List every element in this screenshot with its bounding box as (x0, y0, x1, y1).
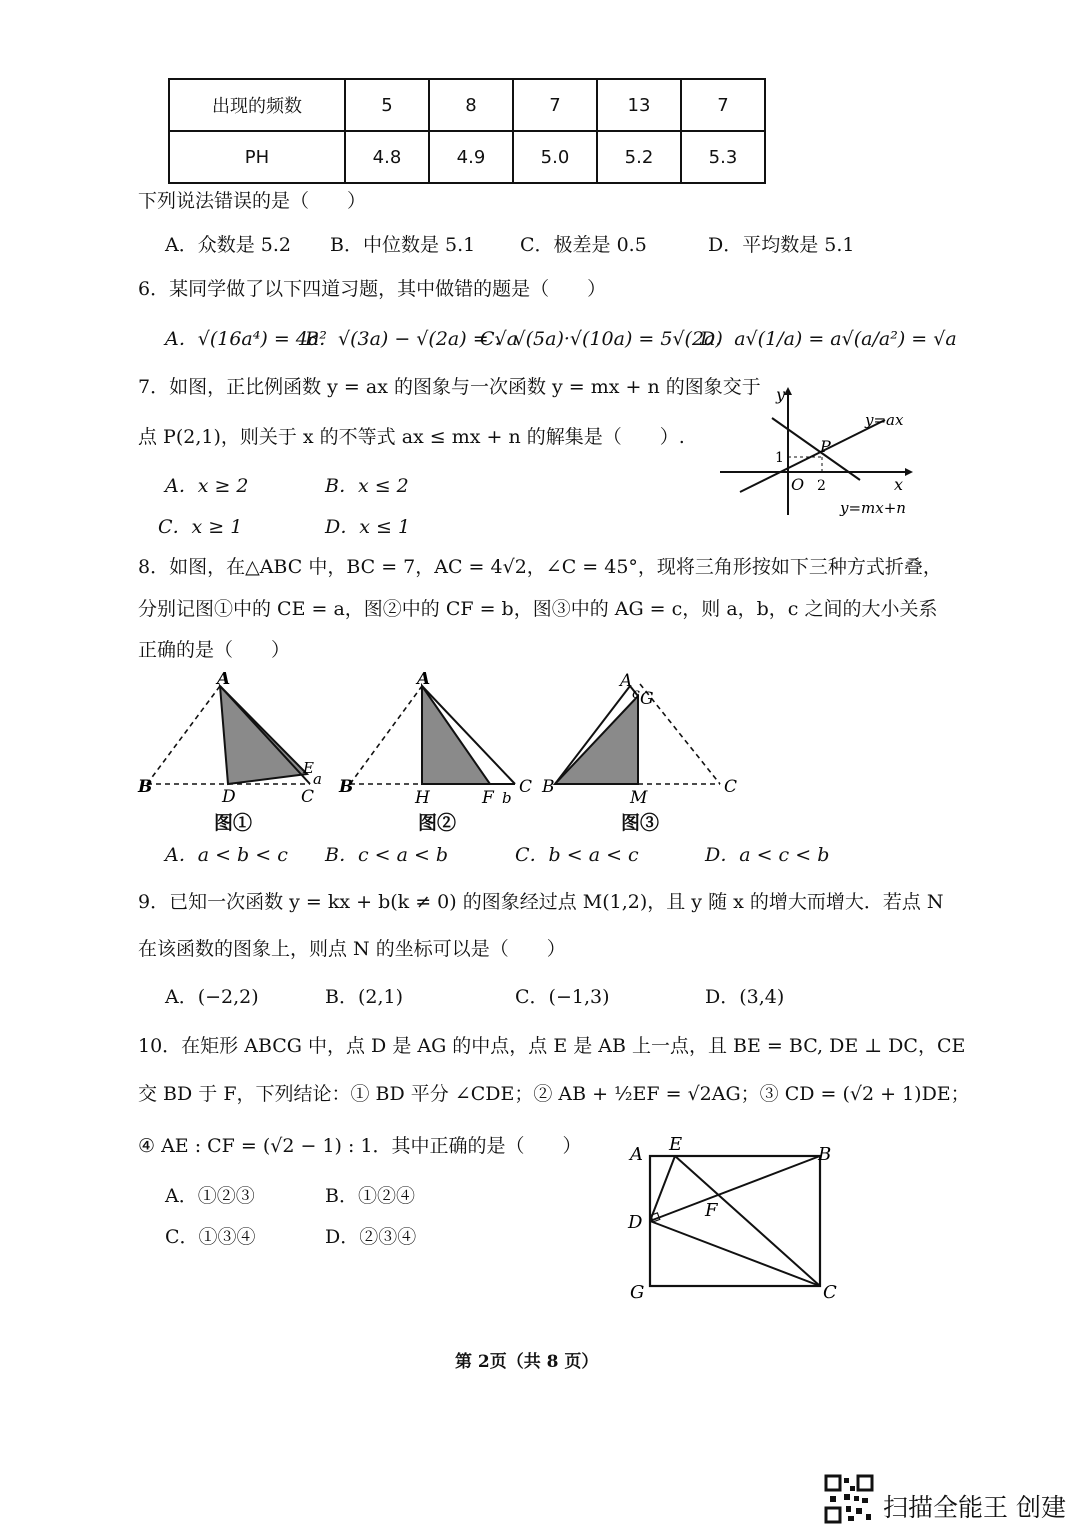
q8-option-d: D．a < c < b (705, 844, 830, 866)
q6-option-c: C．√(5a)·√(10a) = 5√(2a) (480, 328, 723, 350)
vertex-e: E (303, 759, 314, 777)
right-angle-mark (651, 1213, 660, 1222)
vertex-e: E (669, 1134, 683, 1155)
q6-option-b: B．√(3a) − √(2a) = √a (305, 328, 519, 350)
segment-ec (675, 1156, 820, 1286)
q10-option-d: D．②③④ (325, 1226, 417, 1248)
length-b: b (502, 789, 512, 807)
vertex-d: D (222, 787, 236, 807)
fig-caption-1: 图① (214, 812, 253, 834)
q10-line2: 交 BD 于 F，下列结论：① BD 平分 ∠CDE；② AB + ½EF = √2AG；③ CD = (√2 + 1)DE； (138, 1083, 970, 1105)
length-a: a (313, 770, 322, 788)
shaded-triangle (555, 696, 638, 784)
q8-option-c: C．b < a < c (515, 844, 639, 866)
vertex-g: G (640, 689, 654, 709)
folded-edge-ab (147, 686, 220, 784)
vertex-c: C (519, 777, 533, 797)
q9-option-c: C．(−1,3) (515, 986, 610, 1008)
vertex-g: G (630, 1282, 645, 1303)
fig-caption-3: 图③ (621, 812, 660, 834)
vertex-m: M (630, 788, 648, 807)
scanner-watermark: 扫描全能王 创建 (883, 1493, 1066, 1522)
q7-option-b: B．x ≤ 2 (325, 475, 409, 497)
table-cell: 13 (597, 79, 681, 131)
line-label-y-ax: y=ax (865, 411, 904, 429)
y-axis-arrow (784, 387, 792, 395)
q7-line1: 7．如图，正比例函数 y = ax 的图象与一次函数 y = mx + n 的图象交于 (138, 376, 761, 398)
segment-db (650, 1156, 820, 1221)
q8-figure-1 (135, 672, 330, 807)
table-cell: 4.8 (345, 131, 429, 183)
vertex-b: B (542, 777, 555, 797)
frequency-table (168, 78, 766, 184)
vertex-h: H (415, 788, 430, 807)
vertex-f: F (705, 1200, 718, 1221)
q7-line2: 点 P(2,1)，则关于 x 的不等式 ax ≤ mx + n 的解集是（ ）. (138, 426, 685, 448)
rectangle-abcg (650, 1156, 820, 1286)
q10-rectangle-figure (620, 1130, 850, 1305)
q5-option-d: D．平均数是 5.1 (708, 234, 855, 256)
q10-line3: ④ AE : CF = (√2 − 1) : 1．其中正确的是（ ） (138, 1135, 582, 1157)
q8-line3: 正确的是（ ） (138, 639, 291, 661)
table-cell: 5.0 (513, 131, 597, 183)
table-cell: 5.2 (597, 131, 681, 183)
q9-line1: 9．已知一次函数 y = kx + b(k ≠ 0) 的图象经过点 M(1,2)，且 y 随 x 的增大而增大．若点 N (138, 891, 944, 913)
q9-option-a: A．(−2,2) (165, 986, 259, 1008)
q8-option-b: B．c < a < b (325, 844, 449, 866)
table-row (169, 79, 765, 131)
q10-line1: 10．在矩形 ABCG 中，点 D 是 AG 的中点，点 E 是 AB 上一点，且 BE = BC, DE ⊥ DC，CE (138, 1035, 966, 1057)
q5-stem: 下列说法错误的是（ ） (138, 190, 367, 212)
fig-caption-2: 图② (418, 812, 457, 834)
q9-option-b: B．(2,1) (325, 986, 404, 1008)
origin-label: O (791, 475, 805, 494)
table-header-cell: 出现的频数 (169, 79, 345, 131)
vertex-d: D (628, 1212, 643, 1233)
shaded-triangle (422, 686, 490, 784)
q6-option-a: A．√(16a⁴) = 4a² (165, 328, 327, 350)
table-header-cell: PH (169, 131, 345, 183)
page-footer: 第 2页（共 8 页） (455, 1352, 599, 1372)
point-p-label: P (820, 437, 831, 456)
q8-line2: 分别记图①中的 CE = a，图②中的 CF = b，图③中的 AG = c，则 a，b，c 之间的大小关系 (138, 598, 938, 620)
q9-option-d: D．(3,4) (705, 986, 785, 1008)
line-y-mx-n (772, 418, 860, 480)
q7-function-graph (710, 380, 920, 520)
q8-option-a: A．a < b < c (165, 844, 288, 866)
vertex-b: B (818, 1144, 832, 1165)
table-row (169, 131, 765, 183)
tick-label-1: 1 (775, 450, 784, 466)
segment-dc (650, 1221, 820, 1286)
q10-option-b: B．①②④ (325, 1185, 415, 1207)
table-cell: 4.9 (429, 131, 513, 183)
q8-figure-2 (335, 672, 540, 807)
q5-option-a: A．众数是 5.2 (165, 234, 291, 256)
x-axis-arrow (905, 468, 913, 476)
qr-code-icon (824, 1474, 874, 1524)
vertex-c: C (724, 777, 738, 797)
q7-option-a: A．x ≥ 2 (165, 475, 249, 497)
vertex-b: B (138, 777, 153, 797)
line-y-ax (740, 420, 885, 492)
tick-label-2: 2 (817, 478, 826, 494)
segment-ed (650, 1156, 675, 1221)
line-label-y-mx-n: y=mx+n (840, 499, 906, 517)
vertex-a: A (630, 1144, 643, 1165)
q10-option-c: C．①③④ (165, 1226, 256, 1248)
vertex-a: A (217, 672, 231, 689)
q5-option-b: B．中位数是 5.1 (330, 234, 476, 256)
vertex-b: B (339, 777, 354, 797)
q6-option-d: D．a√(1/a) = a√(a/a²) = √a (700, 328, 957, 350)
q7-option-c: C．x ≥ 1 (158, 516, 243, 538)
q8-line1: 8．如图，在△ABC 中，BC = 7，AC = 4√2，∠C = 45°，现将三角形按如下三种方式折叠， (138, 556, 942, 578)
vertex-a: A (620, 672, 633, 691)
x-axis-label: x (894, 475, 904, 494)
q5-option-c: C．极差是 0.5 (520, 234, 647, 256)
length-c: c (632, 686, 640, 702)
y-axis-label: y (776, 385, 786, 404)
vertex-c: C (823, 1282, 837, 1303)
table-cell: 8 (429, 79, 513, 131)
vertex-f: F (482, 788, 494, 807)
q6-stem: 6．某同学做了以下四道习题，其中做错的题是（ ） (138, 278, 607, 300)
vertex-c: C (301, 787, 315, 807)
q7-option-d: D．x ≤ 1 (325, 516, 411, 538)
table-cell: 5 (345, 79, 429, 131)
vertex-a: A (417, 672, 431, 689)
folded-edge-ab (350, 686, 422, 784)
table-cell: 7 (513, 79, 597, 131)
q8-figure-3 (540, 672, 750, 807)
table-cell: 5.3 (681, 131, 765, 183)
q10-option-a: A．①②③ (165, 1185, 255, 1207)
q9-line2: 在该函数的图象上，则点 N 的坐标可以是（ ） (138, 938, 566, 960)
table-cell: 7 (681, 79, 765, 131)
